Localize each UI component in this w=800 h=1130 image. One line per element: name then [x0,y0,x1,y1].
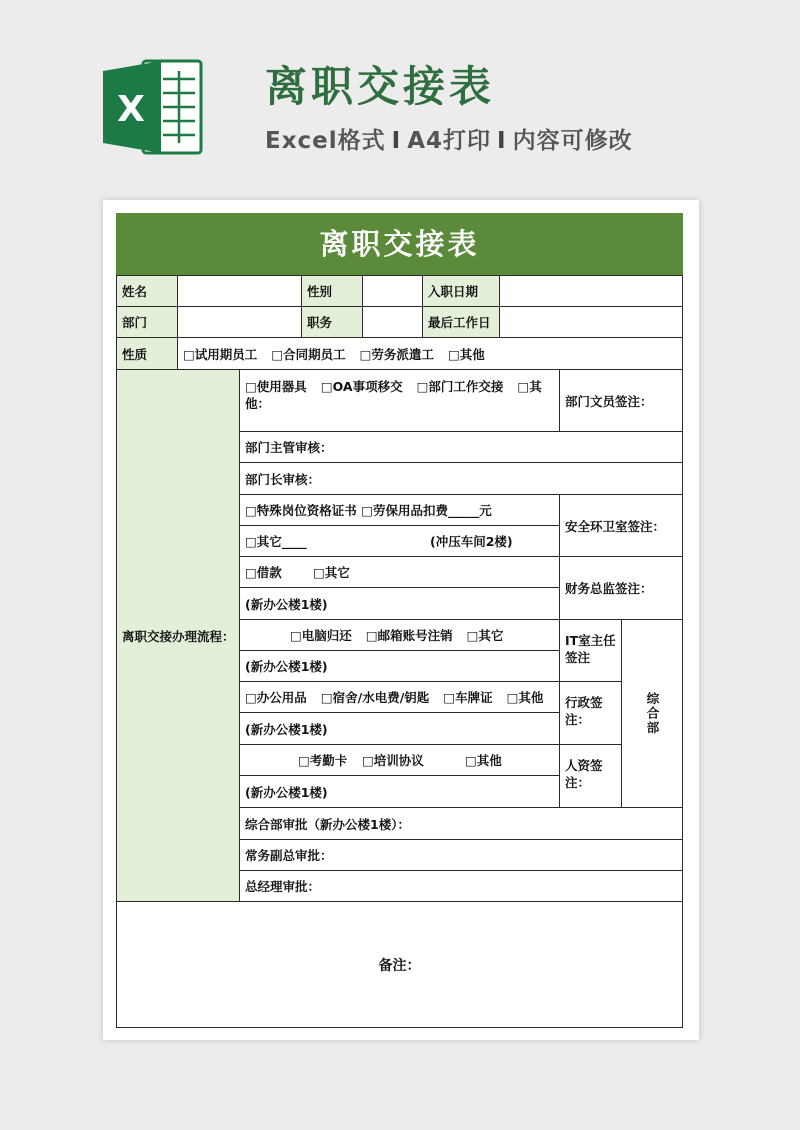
subtitle-separator: I [497,128,507,154]
supervisor-review[interactable]: 部门主管审核： [239,431,683,463]
position-field[interactable] [362,306,423,338]
item-dorm: □宿舍/水电费/钥匙 [320,690,430,705]
subtitle-format: Excel格式 [265,128,386,154]
dept-field[interactable] [177,306,302,338]
option-dispatch[interactable]: □劳务派遣工 [359,346,434,362]
subtitle-editable: 内容可修改 [512,128,633,154]
item-hr-other: □其他 [465,753,502,768]
item-office: □办公用品 [245,690,307,705]
section-items-handover [239,369,560,432]
name-label: 姓名 [116,275,178,307]
it-location: (新办公楼1楼) [239,650,560,682]
item-loan: □借款 [245,565,282,580]
type-label: 性质 [116,337,178,370]
item-work: □部门工作交接 [416,379,504,394]
hr-items [239,744,560,776]
subtitle-print: A4打印 [407,128,492,154]
name-field[interactable] [177,275,302,307]
option-probation[interactable]: □试用期员工 [183,346,258,362]
option-other[interactable]: □其他 [447,346,485,362]
form-title: 离职交接表 [116,213,683,275]
option-contract[interactable]: □合同期员工 [271,346,346,362]
item-parking: □车牌证 [443,690,493,705]
item-finance-other: □其它 [313,565,350,580]
item-email: □邮箱账号注销 [365,628,453,643]
safety-items: □特殊岗位资格证书 □劳保用品扣费_____元 [239,494,560,526]
item-equipment: □使用器具 [245,379,307,394]
excel-logo-icon [103,57,205,157]
item-computer: □电脑归还 [290,628,352,643]
item-oa: □OA事项移交 [320,379,403,394]
it-items [239,619,560,651]
item-other: □其 [517,379,542,394]
item-other-cont: 他： [245,396,271,411]
item-it-other: □其它 [466,628,504,643]
subtitle-separator: I [391,128,402,154]
gm-approval[interactable]: 总经理审批： [239,870,683,902]
hr-sign[interactable]: 人资签注： [559,744,622,808]
admin-items [239,681,560,713]
page-title: 离职交接表 [265,62,496,111]
item-admin-other: □其他 [506,690,544,705]
general-dept-label: 综合部 [621,619,683,808]
handover-form [116,213,683,1028]
position-label: 职务 [301,306,363,338]
deputy-gm-approval[interactable]: 常务副总审批： [239,839,683,871]
last-day-field[interactable] [499,306,683,338]
safety-sign[interactable]: 安全环卫室签注： [559,494,683,557]
item-training: □培训协议 [362,753,424,768]
page-subtitle [265,126,633,156]
last-day-label: 最后工作日 [422,306,500,338]
safety-other-item: □其它____ [245,534,307,549]
safety-location: (冲压车间2楼) [430,534,513,549]
finance-location: (新办公楼1楼) [239,587,560,620]
type-options [177,337,683,370]
admin-sign[interactable]: 行政签注： [559,681,622,745]
entry-date-label: 入职日期 [422,275,500,307]
remarks-field[interactable]: 备注： [116,901,683,1028]
dept-label: 部门 [116,306,178,338]
gender-label: 性别 [301,275,363,307]
dept-head-review[interactable]: 部门长审核： [239,462,683,495]
admin-location: (新办公楼1楼) [239,712,560,745]
entry-date-field[interactable] [499,275,683,307]
logo-letter: X [117,89,145,130]
finance-items [239,556,560,588]
it-sign[interactable]: IT室主任签注 [559,619,622,682]
safety-other [239,525,560,557]
dept-clerk-sign[interactable]: 部门文员签注： [559,369,683,432]
finance-sign[interactable]: 财务总监签注： [559,556,683,620]
hr-location: (新办公楼1楼) [239,775,560,808]
item-attendance: □考勤卡 [298,753,348,768]
gender-field[interactable] [362,275,423,307]
general-dept-approval[interactable]: 综合部审批（新办公楼1楼）： [239,807,683,840]
process-label: 离职交接办理流程： [116,369,240,902]
